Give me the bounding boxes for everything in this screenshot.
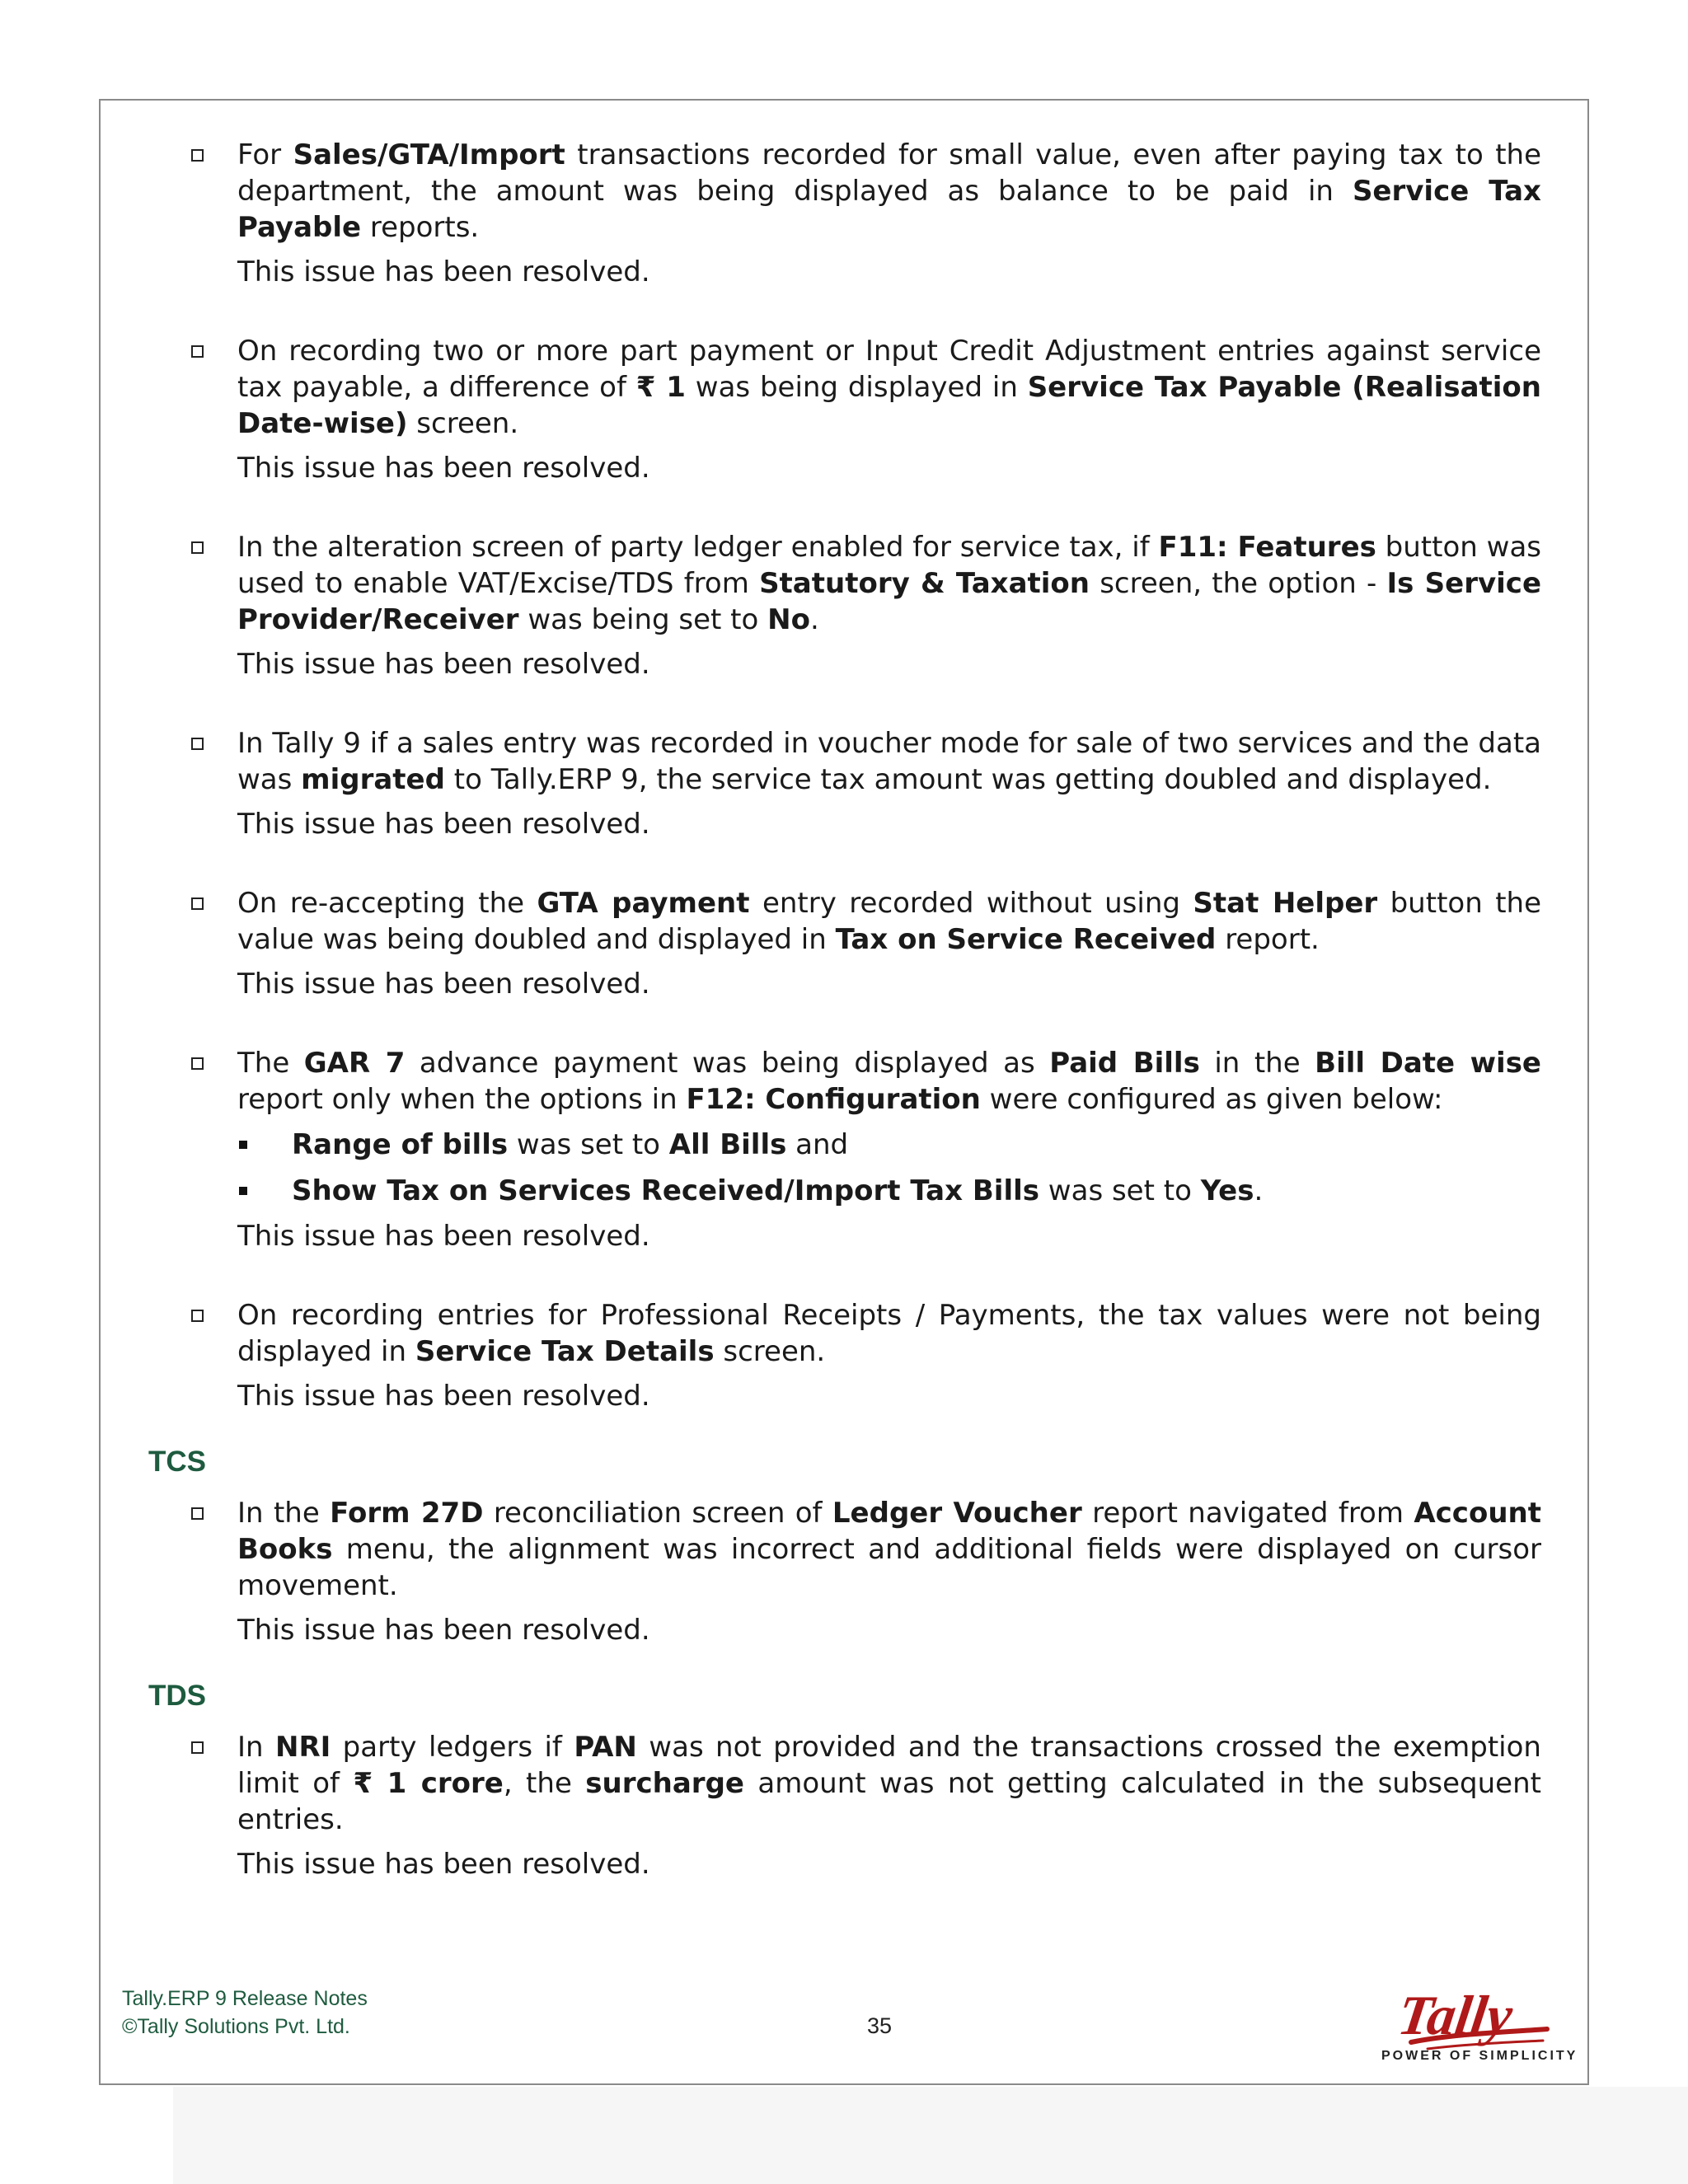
resolved-note: This issue has been resolved. bbox=[237, 1614, 650, 1647]
bold-term: F12: Configuration bbox=[686, 1083, 981, 1116]
hollow-square-bullet-icon bbox=[191, 898, 204, 910]
sub-item-text bbox=[292, 1172, 1541, 1210]
page-number: 35 bbox=[867, 2013, 893, 2038]
text-run: in the bbox=[1199, 1047, 1315, 1080]
bold-term: F11: Features bbox=[1158, 531, 1376, 564]
text-run: was being displayed in bbox=[685, 371, 1028, 404]
bold-term: Account Books bbox=[237, 1497, 1541, 1566]
text-run: was being set to bbox=[518, 603, 768, 636]
item-text bbox=[237, 1297, 1541, 1370]
bold-term: Tax on Service Received bbox=[835, 923, 1217, 956]
page-bottom-shade bbox=[173, 2087, 1688, 2184]
bold-term: Form 27D bbox=[330, 1497, 484, 1530]
text-run: advance payment was being displayed as bbox=[405, 1047, 1050, 1080]
text-run: amount was not getting calculated in the subsequent entries. bbox=[237, 1767, 1541, 1836]
text-run: to Tally.ERP 9, the service tax amount was getting doubled and displayed. bbox=[444, 763, 1492, 796]
hollow-square-bullet-icon bbox=[191, 1507, 204, 1520]
bold-term: GTA payment bbox=[537, 887, 750, 920]
bold-term: ₹ 1 bbox=[635, 371, 686, 404]
hollow-square-bullet-icon bbox=[191, 738, 204, 750]
hollow-square-bullet-icon bbox=[191, 149, 204, 162]
list-item bbox=[148, 1729, 1541, 1882]
bold-term: surcharge bbox=[585, 1767, 744, 1800]
list-item bbox=[148, 1495, 1541, 1648]
text-run: On recording entries for Professional Receipts / Payments, the tax values were not being displayed in bbox=[237, 1299, 1541, 1368]
resolved-note: This issue has been resolved. bbox=[237, 452, 650, 485]
text-run: In the alteration screen of party ledger enabled for service tax, if bbox=[237, 531, 1159, 564]
text-run: and bbox=[786, 1128, 849, 1161]
text-run: On re-accepting the bbox=[237, 887, 537, 920]
resolved-note: This issue has been resolved. bbox=[237, 1220, 650, 1253]
text-run: report only when the options in bbox=[237, 1083, 687, 1116]
list-item bbox=[148, 885, 1541, 1002]
bold-term: Ledger Voucher bbox=[832, 1497, 1082, 1530]
text-run: report navigated from bbox=[1081, 1497, 1414, 1530]
item-text bbox=[237, 333, 1541, 442]
text-run: reports. bbox=[361, 211, 480, 244]
text-run: , the bbox=[503, 1767, 586, 1800]
text-run: In bbox=[237, 1731, 275, 1764]
hollow-square-bullet-icon bbox=[191, 1741, 204, 1754]
list-item bbox=[148, 333, 1541, 486]
text-run: transactions recorded for small value, even after paying tax to the department, the amount was being displayed as balance to be paid in bbox=[237, 138, 1542, 208]
text-run: button was used to enable VAT/Excise/TDS from bbox=[237, 531, 1541, 600]
resolved-note: This issue has been resolved. bbox=[237, 808, 650, 841]
text-run: menu, the alignment was incorrect and additional fields were displayed on cursor movement. bbox=[237, 1533, 1541, 1602]
bold-term: Show Tax on Services Received/Import Tax Bills bbox=[292, 1174, 1039, 1207]
resolved-note: This issue has been resolved. bbox=[237, 1380, 650, 1413]
item-text bbox=[237, 885, 1541, 958]
bold-term: PAN bbox=[574, 1731, 637, 1764]
text-run: was not provided and the transactions crossed the exemption limit of bbox=[237, 1731, 1541, 1800]
filled-square-bullet-icon bbox=[239, 1187, 247, 1195]
section-heading-tds: TDS bbox=[148, 1680, 206, 1712]
bold-term: Service Tax Details bbox=[415, 1335, 715, 1368]
item-text bbox=[237, 1495, 1541, 1604]
section-heading-tcs: TCS bbox=[148, 1446, 206, 1478]
text-run: screen. bbox=[407, 407, 519, 440]
footer-copyright: ©Tally Solutions Pvt. Ltd. bbox=[122, 2015, 350, 2038]
text-run: reconciliation screen of bbox=[483, 1497, 832, 1530]
resolved-note: This issue has been resolved. bbox=[237, 255, 650, 288]
text-run: were configured as given below: bbox=[980, 1083, 1443, 1116]
text-run: button the value was being doubled and displayed in bbox=[237, 887, 1541, 956]
resolved-note: This issue has been resolved. bbox=[237, 648, 650, 681]
text-run: On recording two or more part payment or Input Credit Adjustment entries against service tax payable, a difference of bbox=[237, 335, 1541, 404]
service-tax-items bbox=[148, 137, 1541, 1414]
sub-list-item bbox=[237, 1126, 1541, 1164]
list-item bbox=[148, 137, 1541, 290]
bold-term: migrated bbox=[301, 763, 445, 796]
bold-term: Is Service Provider/Receiver bbox=[237, 567, 1541, 636]
tally-logo-wordmark: Tally bbox=[1394, 1984, 1517, 2046]
bold-term: Yes bbox=[1200, 1174, 1254, 1207]
resolved-note: This issue has been resolved. bbox=[237, 1848, 650, 1881]
footer-credits bbox=[122, 1985, 368, 2041]
bold-term: Range of bills bbox=[292, 1128, 509, 1161]
text-run: . bbox=[1254, 1174, 1264, 1207]
text-run: party ledgers if bbox=[331, 1731, 574, 1764]
bold-term: All Bills bbox=[668, 1128, 787, 1161]
bold-term: Statutory & Taxation bbox=[759, 567, 1090, 600]
item-text bbox=[237, 137, 1541, 246]
text-run: screen. bbox=[714, 1335, 826, 1368]
text-run: screen, the option - bbox=[1090, 567, 1387, 600]
tagline: POWER OF SIMPLICITY bbox=[1381, 2049, 1578, 2063]
bold-term: No bbox=[767, 603, 810, 636]
list-item bbox=[148, 725, 1541, 842]
text-run: In Tally 9 if a sales entry was recorded in voucher mode for sale of two services and the data was bbox=[237, 727, 1541, 796]
hollow-square-bullet-icon bbox=[191, 1057, 204, 1070]
resolved-note: This issue has been resolved. bbox=[237, 968, 650, 1001]
bold-term: GAR 7 bbox=[303, 1047, 406, 1080]
list-item bbox=[148, 529, 1541, 682]
text-run: report. bbox=[1216, 923, 1320, 956]
list-item bbox=[148, 1297, 1541, 1414]
text-run: The bbox=[237, 1047, 304, 1080]
hollow-square-bullet-icon bbox=[191, 345, 204, 358]
bold-term: NRI bbox=[274, 1731, 331, 1764]
filled-square-bullet-icon bbox=[239, 1141, 247, 1149]
text-run: was set to bbox=[508, 1128, 669, 1161]
list-item-gar7 bbox=[148, 1045, 1541, 1254]
text-run: was set to bbox=[1039, 1174, 1201, 1207]
bold-term: Stat Helper bbox=[1193, 887, 1378, 920]
bold-term: Paid Bills bbox=[1049, 1047, 1200, 1080]
text-run: In the bbox=[237, 1497, 331, 1530]
text-run: entry recorded without using bbox=[749, 887, 1193, 920]
page-content bbox=[148, 137, 1541, 1925]
footer-title: Tally.ERP 9 Release Notes bbox=[122, 1987, 368, 2010]
bold-term: Service Tax Payable bbox=[237, 175, 1541, 244]
bold-term: ₹ 1 crore bbox=[353, 1767, 504, 1800]
bold-term: Bill Date wise bbox=[1315, 1047, 1541, 1080]
text-run: For bbox=[237, 138, 293, 171]
bold-term: Service Tax Payable (Realisation Date-wise) bbox=[237, 371, 1541, 440]
hollow-square-bullet-icon bbox=[191, 541, 204, 554]
sub-item-text bbox=[292, 1126, 1541, 1164]
item-text bbox=[237, 725, 1541, 798]
sub-list-item bbox=[237, 1172, 1541, 1210]
text-run: . bbox=[809, 603, 819, 636]
hollow-square-bullet-icon bbox=[191, 1310, 204, 1322]
item-text bbox=[237, 529, 1541, 638]
bold-term: Sales/GTA/Import bbox=[293, 138, 565, 171]
item-text bbox=[237, 1045, 1541, 1118]
item-text bbox=[237, 1729, 1541, 1838]
